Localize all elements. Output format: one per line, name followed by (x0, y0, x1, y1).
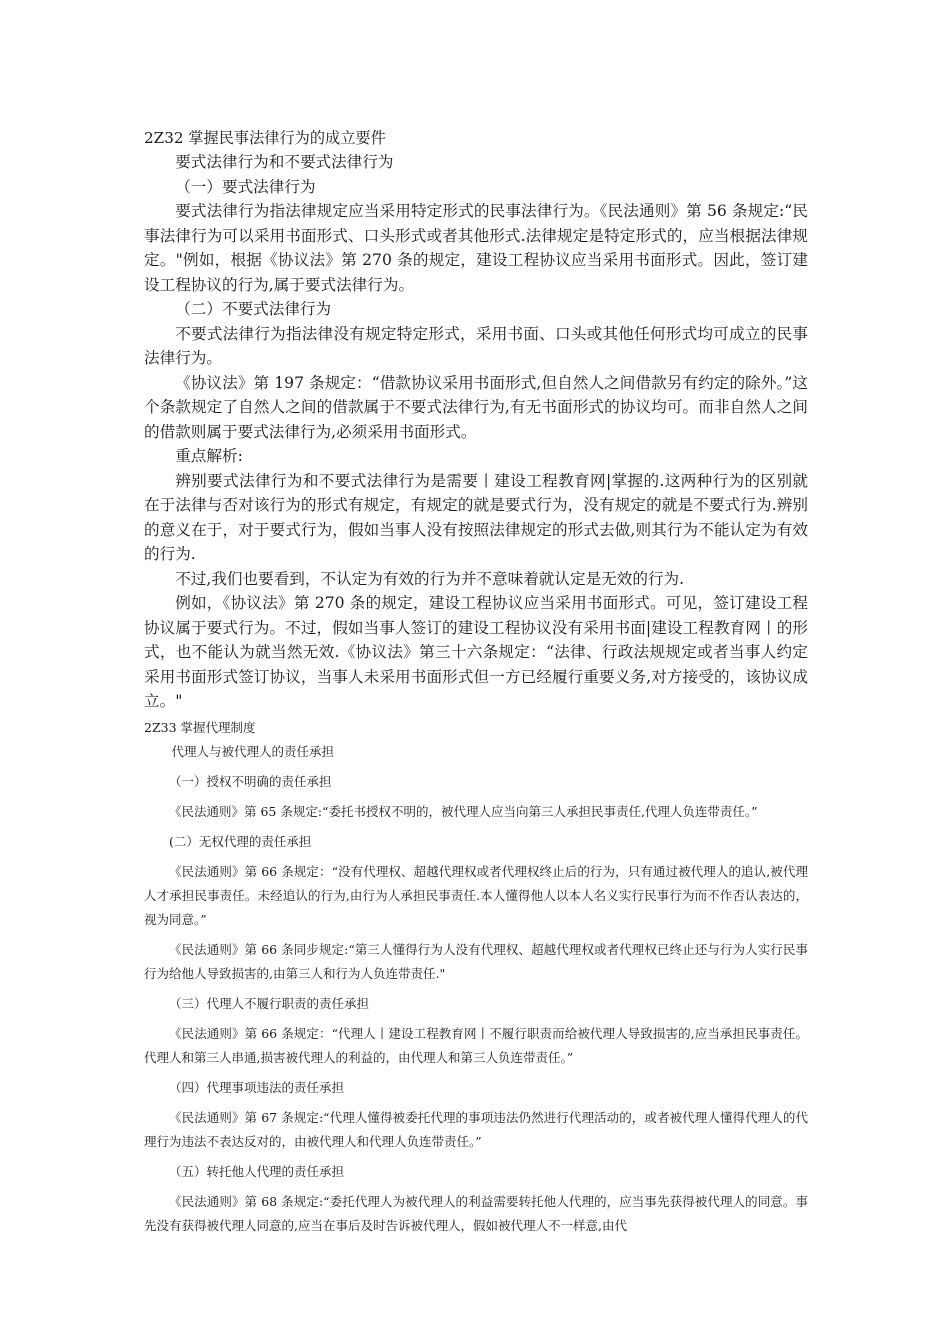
subsection-heading: （二）不要式法律行为 (175, 300, 332, 318)
subsection-heading: （三）代理人不履行职责的责任承担 (169, 995, 370, 1011)
paragraph: 要式法律行为指法律规定应当采用特定形式的民事法律行为。《民法通则》第 56 条规定:“民事法律行为可以采用书面形式、口头形式或者其他形式.法律规定是特定形式的，应当根据法律规定。"例如，根据《协议法》第 270 条的规定，建设工程协议应当采用书面形式。因此，签订建设工程协议的行为,属于要式法律行为。 (144, 202, 808, 294)
paragraph: 《协议法》第 197 条规定：“借款协议采用书面形式,但自然人之间借款另有约定的除外。”这个条款规定了自然人之间的借款属于不要式法律行为,有无书面形式的协议均可。而非自然人之间的借款则属于要式法律行为,必须采用书面形式。 (144, 373, 808, 441)
section-title: 2Z32 掌握民事法律行为的成立要件 (144, 129, 386, 147)
paragraph: 《民法通则》第 67 条规定:“代理人懂得被委托代理的事项违法仍然进行代理活动的，或者被代理人懂得代理人的代理行为违法不表达反对的，由被代理人和代理人负连带责任。” (144, 1109, 808, 1149)
paragraph: 不要式法律行为指法律没有规定特定形式，采用书面、口头或其他任何形式均可成立的民事法律行为。 (144, 324, 808, 367)
paragraph: 《民法通则》第 66 条规定：“代理人丨建设工程教育网丨不履行职责而给被代理人导致损害的,应当承担民事责任。代理人和第三人串通,损害被代理人的利益的，由代理人和第三人负连带责任。” (144, 1025, 808, 1065)
subsection-heading: （一）授权不明确的责任承担 (169, 773, 332, 789)
subsection-heading: （五）转托他人代理的责任承担 (169, 1163, 345, 1179)
section-title: 2Z33 掌握代理制度 (144, 719, 256, 735)
section-subtitle: 要式法律行为和不要式法律行为 (175, 153, 394, 171)
paragraph: 例如，《协议法》第 270 条的规定，建设工程协议应当采用书面形式。可见，签订建设工程协议属于要式行为。不过，假如当事人签订的建设工程协议没有采用书面|建设工程教育网丨的形式，也不能认为就当然无效.《协议法》第三十六条规定：“法律、行政法规规定或者当事人约定采用书面形式签订协议，当事人未采用书面形式但一方已经履行重要义务,对方接受的，该协议成立。" (144, 594, 808, 710)
document-page (144, 126, 808, 1238)
subsection-heading: （四）代理事项违法的责任承担 (169, 1079, 345, 1095)
paragraph: 《民法通则》第 65 条规定:“委托书授权不明的，被代理人应当向第三人承担民事责任,代理人负连带责任。” (169, 803, 758, 819)
section-subtitle: 代理人与被代理人的责任承担 (171, 743, 335, 759)
key-analysis-label: 重点解析: (175, 447, 243, 465)
paragraph: 不过,我们也要看到，不认定为有效的行为并不意味着就认定是无效的行为. (175, 569, 685, 588)
subsection-heading: （一）要式法律行为 (175, 177, 316, 196)
subsection-heading: (二）无权代理的责任承担 (169, 833, 312, 849)
paragraph: 《民法通则》第 66 条规定：“没有代理权、超越代理权或者代理权终止后的行为，只有通过被代理人的追认,被代理人才承担民事责任。未经追认的行为,由行为人承担民事责任.本人懂得他人以本人名义实行民事行为而不作否认表达的，视为同意。” (144, 863, 808, 927)
paragraph: 《民法通则》第 66 条同步规定:“第三人懂得行为人没有代理权、超越代理权或者代理权已终止还与行为人实行民事行为给他人导致损害的,由第三人和行为人负连带责任." (144, 941, 808, 981)
paragraph: 辨别要式法律行为和不要式法律行为是需要丨建设工程教育网|掌握的.这两种行为的区别就在于法律与否对该行为的形式有规定，有规定的就是要式行为，没有规定的就是不要式行为.辨别的意义在于，对于要式行为，假如当事人没有按照法律规定的形式去做,则其行为不能认定为有效的行为. (144, 471, 808, 563)
paragraph: 《民法通则》第 68 条规定:“委托代理人为被代理人的利益需要转托他人代理的，应当事先获得被代理人的同意。事先没有获得被代理人同意的,应当在事后及时告诉被代理人，假如被代理人不一样意,由代 (144, 1193, 808, 1233)
